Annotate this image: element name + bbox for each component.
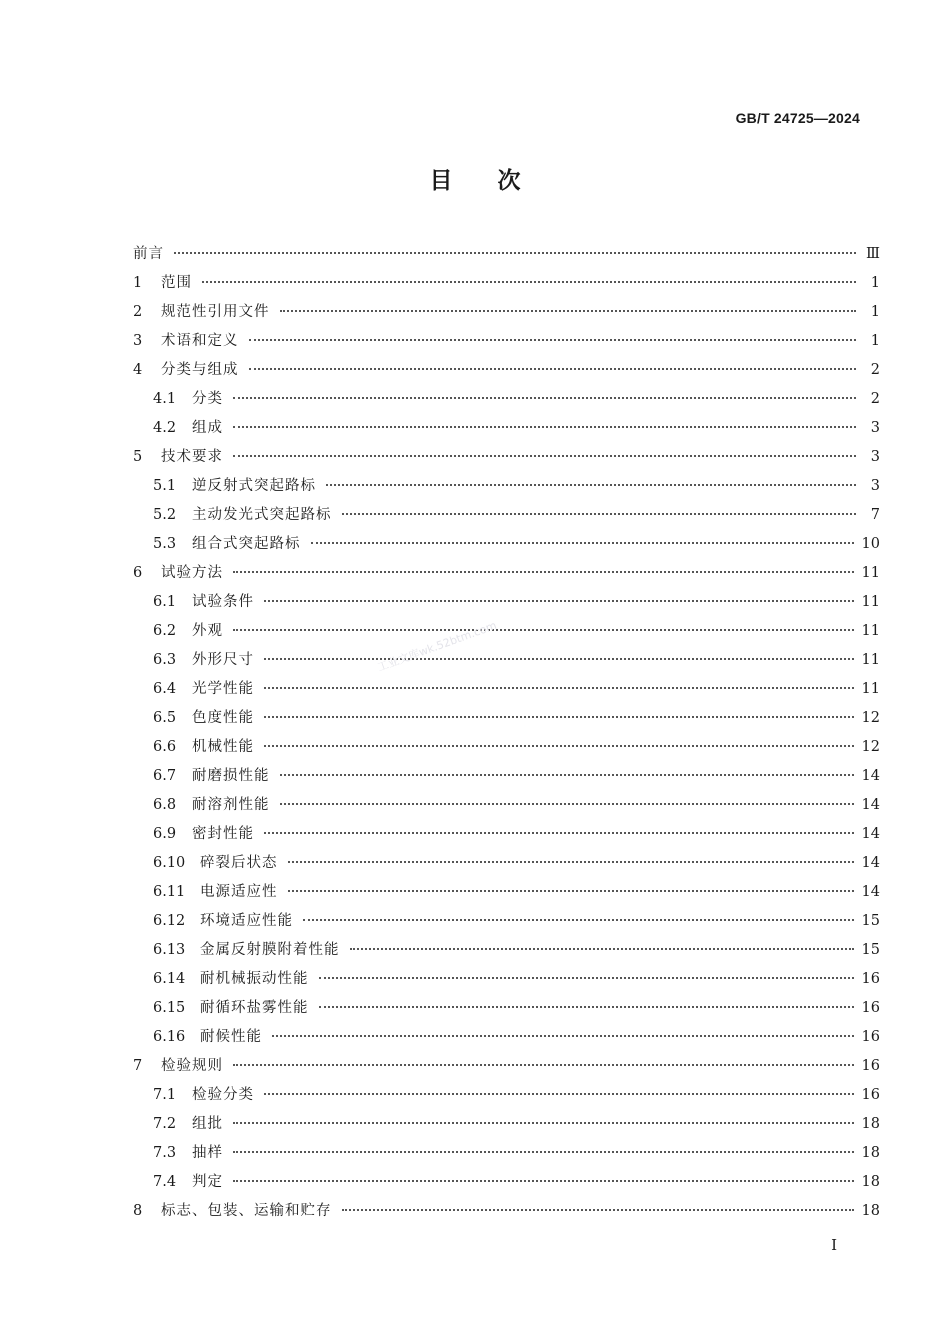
toc-dot-leader bbox=[264, 1093, 854, 1095]
toc-entry[interactable] bbox=[133, 443, 880, 472]
toc-entry-page: 16 bbox=[861, 1029, 880, 1045]
toc-entry[interactable] bbox=[133, 240, 880, 269]
toc-entry-label: 组批 bbox=[192, 1116, 223, 1132]
toc-entry[interactable] bbox=[133, 1197, 880, 1226]
toc-entry-page: 3 bbox=[870, 449, 880, 465]
toc-entry-page: 16 bbox=[861, 1000, 880, 1016]
toc-entry-number: 7.2 bbox=[153, 1116, 177, 1132]
toc-entry-page: 14 bbox=[861, 797, 880, 813]
toc-dot-leader bbox=[342, 513, 857, 515]
toc-dot-leader bbox=[280, 803, 854, 805]
toc-dot-leader bbox=[342, 1209, 854, 1211]
toc-entry-label: 环境适应性能 bbox=[200, 913, 293, 929]
toc-dot-leader bbox=[264, 600, 854, 602]
toc-dot-leader bbox=[174, 252, 856, 254]
toc-entry-number: 6.6 bbox=[153, 739, 177, 755]
toc-entry-number: 7 bbox=[133, 1058, 143, 1074]
toc-entry-label: 分类与组成 bbox=[161, 362, 239, 378]
toc-entry-label: 规范性引用文件 bbox=[161, 304, 270, 320]
toc-dot-leader bbox=[272, 1035, 854, 1037]
toc-entry-page: 11 bbox=[861, 565, 880, 581]
toc-entry-page: 3 bbox=[870, 420, 880, 436]
toc-entry-label: 分类 bbox=[192, 391, 223, 407]
toc-entry-page: 14 bbox=[861, 884, 880, 900]
toc-entry-label: 术语和定义 bbox=[161, 333, 239, 349]
toc-dot-leader bbox=[288, 861, 854, 863]
toc-entry-number: 6 bbox=[133, 565, 143, 581]
toc-entry-label: 密封性能 bbox=[192, 826, 254, 842]
toc-entry-number: 6.9 bbox=[153, 826, 177, 842]
toc-entry-number: 6.15 bbox=[153, 1000, 186, 1016]
toc-entry[interactable] bbox=[133, 530, 880, 559]
toc-entry-label: 组合式突起路标 bbox=[192, 536, 301, 552]
toc-entry-label: 范围 bbox=[161, 275, 192, 291]
toc-dot-leader bbox=[350, 948, 854, 950]
toc-dot-leader bbox=[233, 1180, 854, 1182]
toc-dot-leader bbox=[319, 1006, 854, 1008]
toc-entry-page: 12 bbox=[861, 739, 880, 755]
toc-entry-label: 耐循环盐雾性能 bbox=[200, 1000, 309, 1016]
toc-entry-page: 18 bbox=[861, 1174, 880, 1190]
toc-dot-leader bbox=[326, 484, 856, 486]
toc-entry[interactable] bbox=[133, 733, 880, 762]
toc-entry-page: 14 bbox=[861, 768, 880, 784]
toc-entry[interactable] bbox=[133, 675, 880, 704]
toc-entry[interactable] bbox=[133, 588, 880, 617]
toc-entry-page: 15 bbox=[861, 942, 880, 958]
toc-dot-leader bbox=[288, 890, 854, 892]
toc-entry[interactable] bbox=[133, 965, 880, 994]
toc-entry-page: 12 bbox=[861, 710, 880, 726]
toc-entry-page: 15 bbox=[861, 913, 880, 929]
toc-dot-leader bbox=[311, 542, 854, 544]
toc-entry-page: 3 bbox=[870, 478, 880, 494]
toc-entry[interactable] bbox=[133, 849, 880, 878]
toc-entry-number: 5 bbox=[133, 449, 143, 465]
toc-dot-leader bbox=[233, 1064, 854, 1066]
toc-dot-leader bbox=[303, 919, 854, 921]
toc-entry-number: 8 bbox=[133, 1203, 143, 1219]
toc-entry-label: 技术要求 bbox=[161, 449, 223, 465]
toc-entry-page: 2 bbox=[870, 362, 880, 378]
toc-entry[interactable] bbox=[133, 878, 880, 907]
toc-entry-label: 耐溶剂性能 bbox=[192, 797, 270, 813]
toc-entry[interactable] bbox=[133, 501, 880, 530]
toc-entry-number: 5.2 bbox=[153, 507, 177, 523]
toc-entry[interactable] bbox=[133, 646, 880, 675]
toc-entry-number: 6.13 bbox=[153, 942, 186, 958]
toc-entry[interactable] bbox=[133, 1052, 880, 1081]
toc-entry-label: 组成 bbox=[192, 420, 223, 436]
toc-entry-number: 6.14 bbox=[153, 971, 186, 987]
toc-entry-page: 11 bbox=[861, 623, 880, 639]
toc-entry-label: 电源适应性 bbox=[200, 884, 278, 900]
toc-dot-leader bbox=[249, 339, 857, 341]
toc-entry-label: 检验规则 bbox=[161, 1058, 223, 1074]
toc-dot-leader bbox=[264, 832, 854, 834]
toc-entry[interactable] bbox=[133, 269, 880, 298]
toc-entry[interactable] bbox=[133, 791, 880, 820]
toc-entry-label: 判定 bbox=[192, 1174, 223, 1190]
toc-entry-label: 逆反射式突起路标 bbox=[192, 478, 316, 494]
toc-entry-number: 6.5 bbox=[153, 710, 177, 726]
toc-entry-number: 6.10 bbox=[153, 855, 186, 871]
toc-entry-label: 外观 bbox=[192, 623, 223, 639]
toc-entry-label: 前言 bbox=[133, 246, 164, 262]
toc-entry-number: 6.16 bbox=[153, 1029, 186, 1045]
toc-entry-page: 16 bbox=[861, 971, 880, 987]
toc-entry-label: 主动发光式突起路标 bbox=[192, 507, 332, 523]
toc-dot-leader bbox=[264, 716, 854, 718]
toc-dot-leader bbox=[233, 629, 854, 631]
toc-dot-leader bbox=[233, 426, 856, 428]
toc-entry-number: 6.2 bbox=[153, 623, 177, 639]
toc-entry-number: 4.1 bbox=[153, 391, 177, 407]
toc-entry-label: 标志、包装、运输和贮存 bbox=[161, 1203, 332, 1219]
toc-entry-label: 试验方法 bbox=[161, 565, 223, 581]
toc-entry-label: 金属反射膜附着性能 bbox=[200, 942, 340, 958]
toc-entry[interactable] bbox=[133, 472, 880, 501]
toc-entry-number: 7.4 bbox=[153, 1174, 177, 1190]
toc-entry-number: 6.4 bbox=[153, 681, 177, 697]
toc-entry[interactable] bbox=[133, 704, 880, 733]
toc-entry-number: 6.7 bbox=[153, 768, 177, 784]
toc-dot-leader bbox=[233, 397, 856, 399]
toc-entry-number: 4.2 bbox=[153, 420, 177, 436]
toc-dot-leader bbox=[233, 1122, 854, 1124]
toc-entry-page: 14 bbox=[861, 855, 880, 871]
toc-entry-label: 检验分类 bbox=[192, 1087, 254, 1103]
toc-entry[interactable] bbox=[133, 820, 880, 849]
toc-entry[interactable] bbox=[133, 907, 880, 936]
toc-entry[interactable] bbox=[133, 994, 880, 1023]
toc-entry[interactable] bbox=[133, 1110, 880, 1139]
toc-entry-label: 外形尺寸 bbox=[192, 652, 254, 668]
toc-entry[interactable] bbox=[133, 327, 880, 356]
toc-entry-number: 6.3 bbox=[153, 652, 177, 668]
standard-number: GB/T 24725—2024 bbox=[735, 110, 860, 126]
toc-entry-label: 试验条件 bbox=[192, 594, 254, 610]
toc-entry-number: 6.12 bbox=[153, 913, 186, 929]
toc-entry-number: 6.11 bbox=[153, 884, 186, 900]
toc-entry-label: 耐候性能 bbox=[200, 1029, 262, 1045]
toc-entry-page: 10 bbox=[861, 536, 880, 552]
toc-entry-page: Ⅲ bbox=[866, 246, 880, 262]
toc-entry-page: 18 bbox=[861, 1116, 880, 1132]
toc-entry[interactable] bbox=[133, 1081, 880, 1110]
toc-entry-page: 1 bbox=[870, 275, 880, 291]
toc-entry-page: 14 bbox=[861, 826, 880, 842]
toc-dot-leader bbox=[280, 310, 857, 312]
toc-entry[interactable] bbox=[133, 1168, 880, 1197]
toc-entry-number: 5.1 bbox=[153, 478, 177, 494]
toc-dot-leader bbox=[319, 977, 854, 979]
toc-entry-page: 11 bbox=[861, 594, 880, 610]
toc-entry[interactable] bbox=[133, 936, 880, 965]
toc-entry[interactable] bbox=[133, 1139, 880, 1168]
toc-entry[interactable] bbox=[133, 559, 880, 588]
toc-entry-number: 7.1 bbox=[153, 1087, 177, 1103]
toc-entry-page: 2 bbox=[870, 391, 880, 407]
toc-dot-leader bbox=[264, 687, 854, 689]
toc-dot-leader bbox=[233, 571, 854, 573]
footer-page-number: I bbox=[831, 1236, 837, 1254]
toc-entry-page: 1 bbox=[870, 333, 880, 349]
toc-entry-label: 抽样 bbox=[192, 1145, 223, 1161]
toc-entry-number: 4 bbox=[133, 362, 143, 378]
toc-entry-number: 5.3 bbox=[153, 536, 177, 552]
toc-entry-label: 机械性能 bbox=[192, 739, 254, 755]
toc-entry-page: 18 bbox=[861, 1145, 880, 1161]
toc-entry-label: 耐磨损性能 bbox=[192, 768, 270, 784]
toc-entry-number: 3 bbox=[133, 333, 143, 349]
toc-entry-number: 6.1 bbox=[153, 594, 177, 610]
toc-entry[interactable] bbox=[133, 1023, 880, 1052]
toc-dot-leader bbox=[233, 1151, 854, 1153]
page-title: 目次 bbox=[429, 168, 566, 194]
toc-entry-label: 色度性能 bbox=[192, 710, 254, 726]
toc-entry[interactable] bbox=[133, 298, 880, 327]
toc-entry-page: 16 bbox=[861, 1058, 880, 1074]
toc-entry-number: 6.8 bbox=[153, 797, 177, 813]
toc-entry-label: 光学性能 bbox=[192, 681, 254, 697]
toc-entry-page: 7 bbox=[870, 507, 880, 523]
toc-entry-number: 2 bbox=[133, 304, 143, 320]
toc-entry-page: 18 bbox=[861, 1203, 880, 1219]
toc-dot-leader bbox=[233, 455, 856, 457]
toc-entry-page: 11 bbox=[861, 681, 880, 697]
toc-dot-leader bbox=[264, 658, 854, 660]
toc-entry-label: 耐机械振动性能 bbox=[200, 971, 309, 987]
toc-entry[interactable] bbox=[133, 762, 880, 791]
toc-dot-leader bbox=[202, 281, 856, 283]
toc-entry[interactable] bbox=[133, 385, 880, 414]
toc-dot-leader bbox=[280, 774, 854, 776]
toc-entry[interactable] bbox=[133, 356, 880, 385]
toc-entry-page: 11 bbox=[861, 652, 880, 668]
toc-entry-number: 7.3 bbox=[153, 1145, 177, 1161]
toc-entry[interactable] bbox=[133, 617, 880, 646]
toc-entry[interactable] bbox=[133, 414, 880, 443]
toc-entry-page: 1 bbox=[870, 304, 880, 320]
toc-entry-page: 16 bbox=[861, 1087, 880, 1103]
toc-dot-leader bbox=[264, 745, 854, 747]
toc-dot-leader bbox=[249, 368, 857, 370]
table-of-contents bbox=[133, 240, 880, 1226]
watermark: 工业文库wk.52btm.com bbox=[375, 618, 499, 675]
toc-entry-number: 1 bbox=[133, 275, 143, 291]
toc-entry-label: 碎裂后状态 bbox=[200, 855, 278, 871]
